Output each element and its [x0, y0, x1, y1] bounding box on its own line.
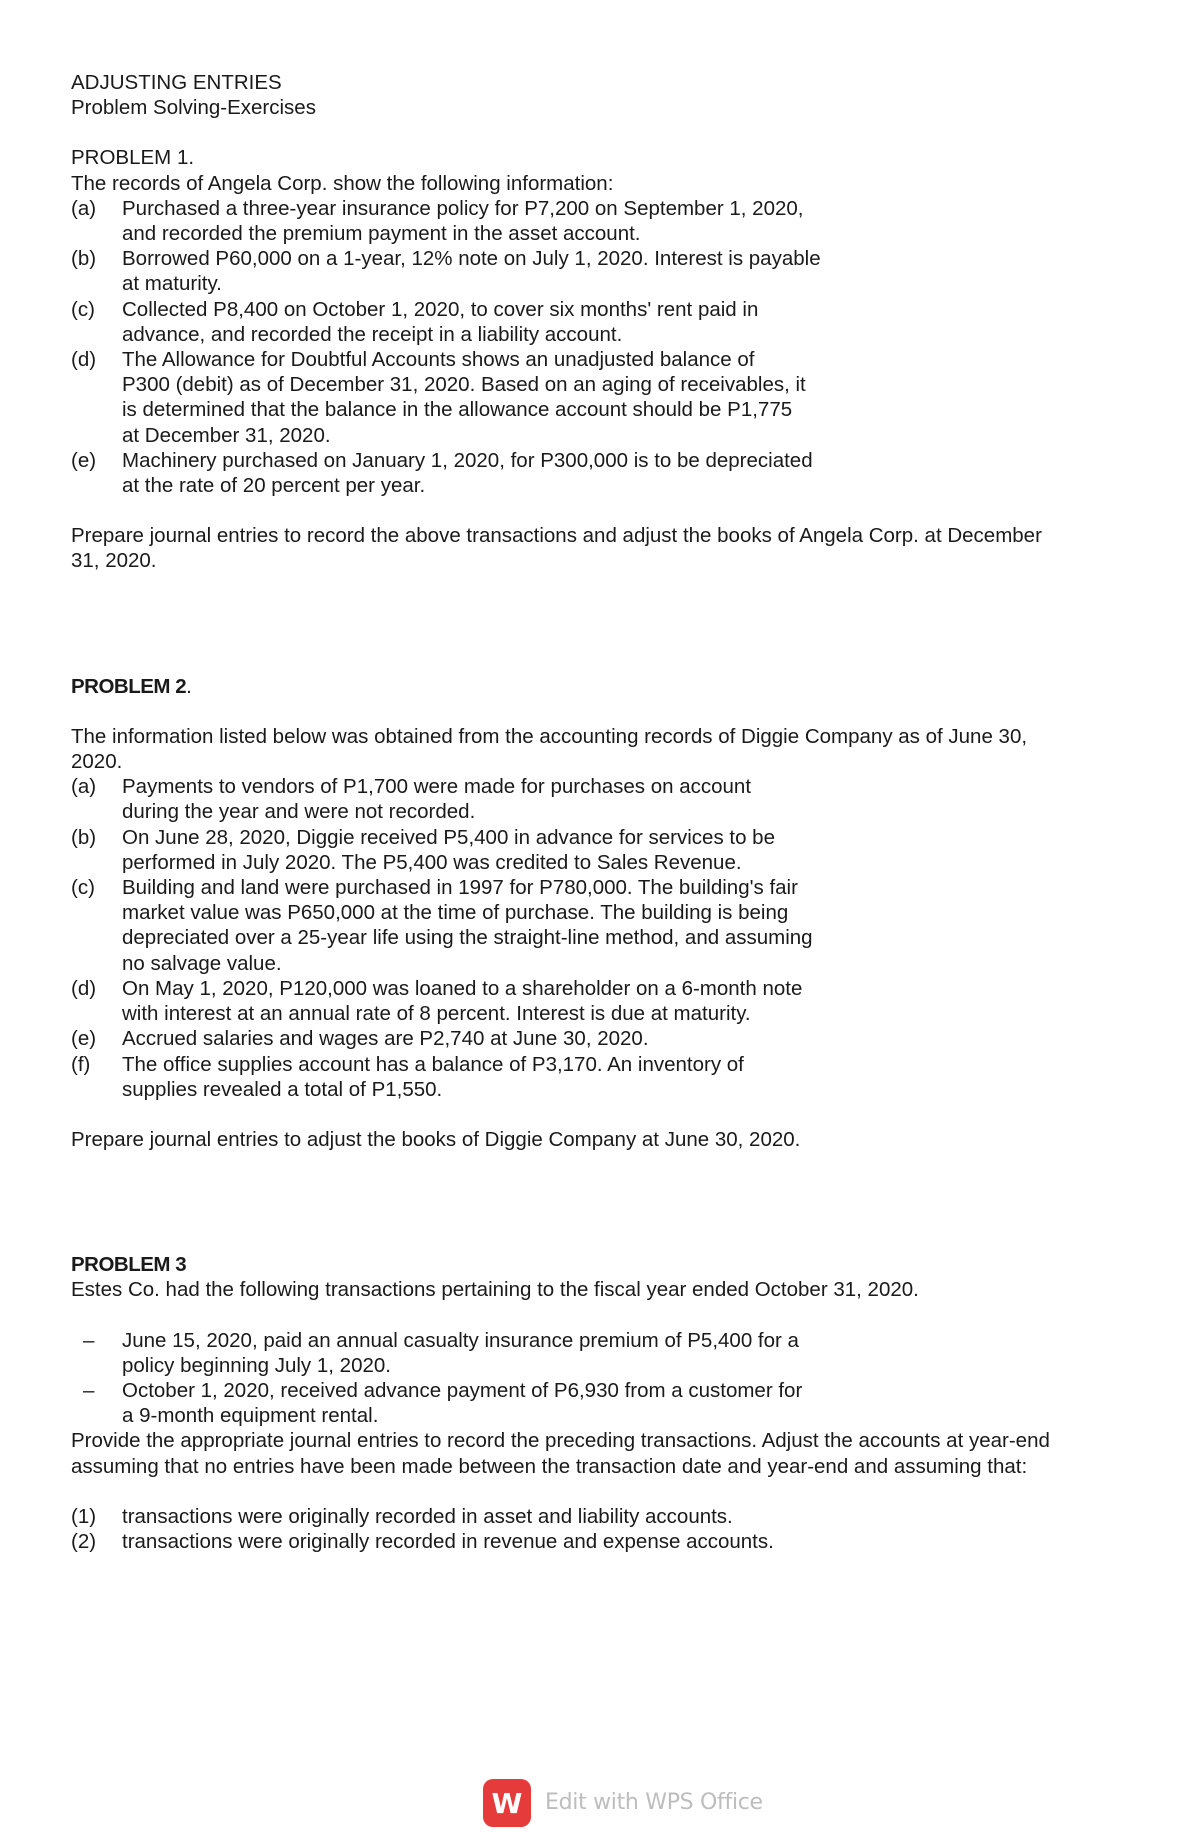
wps-edit-badge[interactable] [483, 1778, 763, 1828]
document-page [71, 70, 1131, 1554]
wps-w-glyph [489, 1788, 525, 1818]
option-text: transactions were originally recorded in asset and liability accounts. [122, 1504, 733, 1528]
wps-edit-label: Edit with WPS Office [545, 1790, 763, 1816]
intro-line: The information listed below was obtained from the accounting records of Diggie Company as of June 30, [71, 724, 1028, 748]
option-text: transactions were originally recorded in revenue and expense accounts. [122, 1529, 774, 1553]
problem-2-intro [71, 724, 1131, 774]
problem-2-heading [71, 674, 1131, 699]
problem-1-item-c [71, 297, 1131, 347]
instruction-line: Provide the appropriate journal entries to record the preceding transactions. Adjust the accounts at year-end [71, 1429, 1050, 1453]
item-text-line: The Allowance for Doubtful Accounts shows an unadjusted balance of [122, 348, 755, 372]
item-text-line: during the year and were not recorded. [122, 800, 476, 824]
item-text-line: June 15, 2020, paid an annual casualty insurance premium of P5,400 for a [122, 1328, 799, 1352]
item-label: (a) [71, 775, 97, 799]
item-text-line: Purchased a three-year insurance policy for P7,200 on September 1, 2020, [122, 196, 804, 220]
item-label: (b) [71, 247, 97, 271]
item-text-line: Machinery purchased on January 1, 2020, for P300,000 is to be depreciated [122, 448, 813, 472]
item-text-line: with interest at an annual rate of 8 percent. Interest is due at maturity. [122, 1002, 751, 1026]
item-text-line: performed in July 2020. The P5,400 was credited to Sales Revenue. [122, 850, 742, 874]
item-text-line: Collected P8,400 on October 1, 2020, to cover six months' rent paid in [122, 297, 759, 321]
item-text-line: at the rate of 20 percent per year. [122, 474, 426, 498]
problem-2-item-a [71, 774, 1131, 824]
problem-3-intro: Estes Co. had the following transactions pertaining to the fiscal year ended October 31, 2020. [71, 1278, 919, 1302]
dash-bullet: – [83, 1378, 95, 1402]
doc-subtitle: Problem Solving-Exercises [71, 96, 316, 120]
item-text-line: Accrued salaries and wages are P2,740 at June 30, 2020. [122, 1027, 649, 1051]
item-text-line: is determined that the balance in the allowance account should be P1,775 [122, 398, 793, 422]
problem-2-heading-period: . [186, 674, 192, 698]
item-text-line: depreciated over a 25-year life using the straight-line method, and assuming [122, 926, 813, 950]
doc-title: ADJUSTING ENTRIES [71, 71, 282, 94]
svg-text:W: W [491, 1788, 523, 1818]
item-text-line: at maturity. [122, 272, 222, 296]
item-label: (f) [71, 1052, 91, 1076]
item-text-line: a 9-month equipment rental. [122, 1404, 379, 1428]
item-text-line: On June 28, 2020, Diggie received P5,400 in advance for services to be [122, 825, 775, 849]
problem-2-instruction: Prepare journal entries to adjust the books of Diggie Company at June 30, 2020. [71, 1127, 801, 1151]
instruction-line: assuming that no entries have been made between the transaction date and year-end and assuming that: [71, 1454, 1028, 1478]
item-label: (c) [71, 876, 95, 900]
item-label: (a) [71, 196, 97, 220]
item-text-line: no salvage value. [122, 951, 282, 975]
instruction-line: Prepare journal entries to record the above transactions and adjust the books of Angela Corp. at December [71, 524, 1042, 548]
problem-2-item-e [71, 1026, 1131, 1051]
option-label: (1) [71, 1504, 97, 1528]
item-text-line: The office supplies account has a balance of P3,170. An inventory of [122, 1052, 744, 1076]
item-label: (c) [71, 297, 95, 321]
item-text-line: and recorded the premium payment in the asset account. [122, 222, 641, 246]
problem-2-item-b [71, 825, 1131, 875]
item-text-line: at December 31, 2020. [122, 423, 331, 447]
item-label: (e) [71, 448, 97, 472]
item-text-line: October 1, 2020, received advance payment of P6,930 from a customer for [122, 1378, 803, 1402]
problem-3-instruction [71, 1428, 1131, 1478]
instruction-line: 31, 2020. [71, 549, 157, 573]
problem-3-item-1 [71, 1328, 1131, 1378]
problem-1-heading: PROBLEM 1. [71, 146, 195, 170]
problem-1-item-b [71, 246, 1131, 296]
problem-1-instruction [71, 523, 1131, 573]
item-label: (d) [71, 976, 97, 1000]
intro-line: 2020. [71, 750, 123, 774]
option-label: (2) [71, 1529, 97, 1553]
dash-bullet: – [83, 1328, 95, 1352]
item-text-line: market value was P650,000 at the time of purchase. The building is being [122, 901, 789, 925]
problem-1-intro: The records of Angela Corp. show the following information: [71, 171, 614, 195]
problem-3-item-2 [71, 1378, 1131, 1428]
item-text-line: supplies revealed a total of P1,550. [122, 1077, 443, 1101]
wps-logo-icon [483, 1779, 531, 1827]
item-text-line: P300 (debit) as of December 31, 2020. Based on an aging of receivables, it [122, 373, 806, 397]
item-text-line: policy beginning July 1, 2020. [122, 1353, 391, 1377]
problem-2-item-c [71, 875, 1131, 976]
item-label: (b) [71, 825, 97, 849]
item-text-line: advance, and recorded the receipt in a liability account. [122, 322, 623, 346]
item-text-line: Building and land were purchased in 1997 for P780,000. The building's fair [122, 876, 798, 900]
problem-3-option-1 [71, 1504, 1131, 1529]
problem-3-heading: PROBLEM 3 [71, 1253, 187, 1277]
item-text-line: Borrowed P60,000 on a 1-year, 12% note on July 1, 2020. Interest is payable [122, 247, 821, 271]
item-text-line: Payments to vendors of P1,700 were made for purchases on account [122, 775, 752, 799]
problem-2-item-f [71, 1052, 1131, 1102]
problem-1-item-a [71, 196, 1131, 246]
item-text-line: On May 1, 2020, P120,000 was loaned to a shareholder on a 6-month note [122, 976, 803, 1000]
problem-1-item-d [71, 347, 1131, 448]
problem-1-item-e [71, 448, 1131, 498]
problem-2-heading-text: PROBLEM 2 [71, 674, 187, 698]
item-label: (e) [71, 1027, 97, 1051]
problem-2-item-d [71, 976, 1131, 1026]
problem-3-option-2 [71, 1529, 1131, 1554]
item-label: (d) [71, 348, 97, 372]
